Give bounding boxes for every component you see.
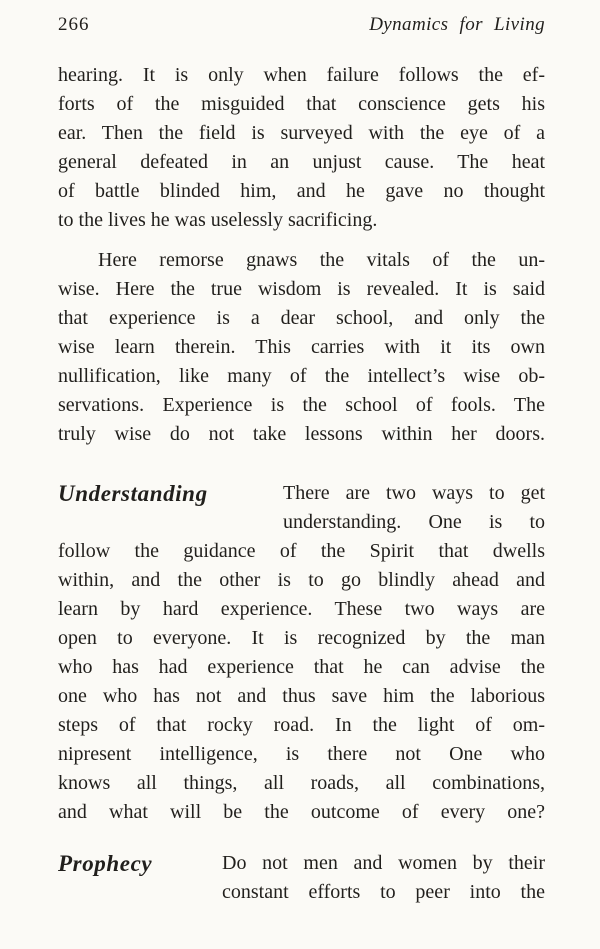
text-line: to the lives he was uselessly sacrificing. [58, 209, 378, 231]
text-line: There are two ways to get [283, 482, 545, 504]
text-line: general defeated in an unjust cause. The heat [58, 151, 545, 173]
section-understanding-top [58, 479, 545, 537]
text-line: and what will be the outcome of every one? [58, 801, 545, 823]
page-body [58, 61, 545, 907]
text-line: understanding. One is to [283, 511, 545, 533]
paragraph-remorse [58, 246, 545, 449]
section-prophecy-top [58, 849, 545, 907]
section-understanding [58, 479, 545, 827]
text-line: hearing. It is only when failure follows the ef- [58, 64, 545, 86]
section-understanding-full-lines [58, 537, 545, 827]
paragraph-hearing [58, 61, 545, 235]
page-header [58, 13, 545, 37]
section-heading-understanding: Understanding [58, 481, 208, 506]
text-line: nipresent intelligence, is there not One who [58, 743, 545, 765]
text-line: who has had experience that he can advise the [58, 656, 545, 678]
section-prophecy [58, 849, 545, 907]
text-line: truly wise do not take lessons within her doors. [58, 423, 545, 445]
section-understanding-hang-lines [283, 479, 545, 537]
text-line: that experience is a dear school, and only the [58, 307, 545, 329]
section-prophecy-hang-lines [222, 849, 545, 907]
text-line: forts of the misguided that conscience gets his [58, 93, 545, 115]
text-line: steps of that rocky road. In the light of om- [58, 714, 545, 736]
text-line: constant efforts to peer into the [222, 881, 545, 903]
text-line: wise. Here the true wisdom is revealed. It is said [58, 278, 545, 300]
text-line: follow the guidance of the Spirit that dwells [58, 540, 545, 562]
page-number: 266 [58, 14, 90, 35]
text-line: knows all things, all roads, all combinations, [58, 772, 545, 794]
text-line: ear. Then the field is surveyed with the eye of a [58, 122, 545, 144]
text-line: open to everyone. It is recognized by the man [58, 627, 545, 649]
text-line: of battle blinded him, and he gave no thought [58, 180, 545, 202]
text-line: nullification, like many of the intellect’s wise ob- [58, 365, 545, 387]
text-line: servations. Experience is the school of fools. The [58, 394, 545, 416]
text-line: learn by hard experience. These two ways are [58, 598, 545, 620]
text-line: within, and the other is to go blindly ahead and [58, 569, 545, 591]
text-line: Do not men and women by their [222, 852, 545, 874]
text-line: Here remorse gnaws the vitals of the un- [98, 249, 545, 271]
text-line: one who has not and thus save him the laborious [58, 685, 545, 707]
text-line: wise learn therein. This carries with it its own [58, 336, 545, 358]
section-heading-prophecy: Prophecy [58, 851, 153, 876]
running-title: Dynamics for Living [369, 14, 545, 35]
